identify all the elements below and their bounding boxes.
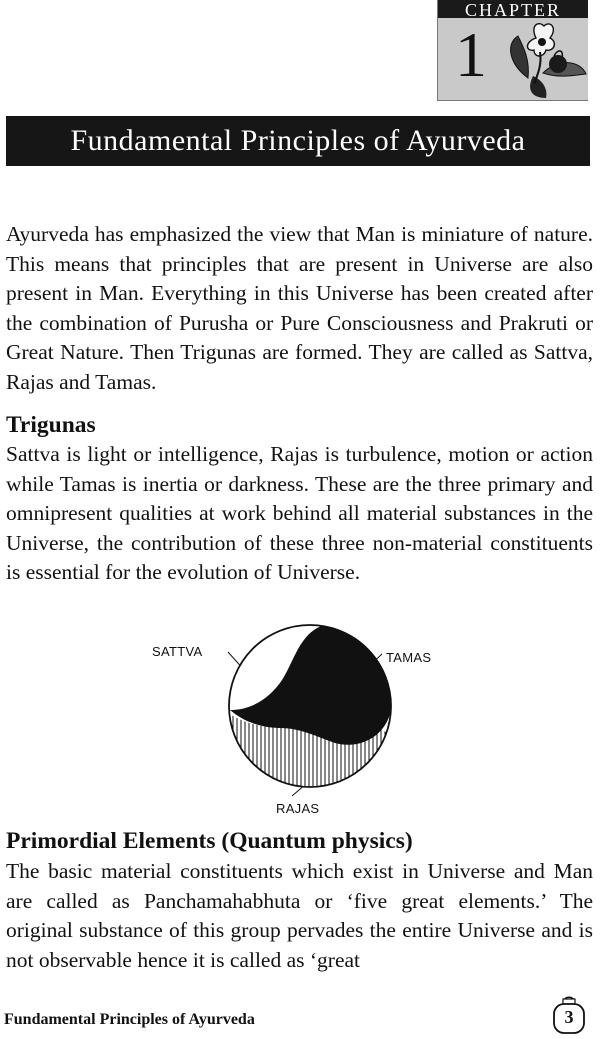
sattva-label: SATTVA <box>152 644 203 659</box>
chapter-title: Fundamental Principles of Ayurveda <box>6 116 590 166</box>
trigunas-paragraph: Sattva is light or intelligence, Rajas is turbulence, motion or action while Tamas is inertia or darkness. These are the three primary and omnipresent qualities at work behind all material substances in the Universe, the contribution of these three non-material constituents is essential for the evolution of Universe. <box>6 442 593 584</box>
chapter-number: 1 <box>455 19 487 90</box>
chapter-box <box>437 0 588 101</box>
trigunas-heading: Trigunas <box>6 412 96 438</box>
elements-heading: Primordial Elements (Quantum physics) <box>6 828 413 854</box>
intro-paragraph: Ayurveda has emphasized the view that Man is miniature of nature. This means that principles that are present in Universe are also present in Man. Everything in this Universe has been created after the combination of Purusha or Pure Consciousness and Prakruti or Great Nature. Then Trigunas are formed. They are called as Sattva, Rajas and Tamas. <box>6 222 593 394</box>
page-number: 3 <box>564 1007 574 1027</box>
trigunas-diagram <box>200 618 400 798</box>
tamas-label: TAMAS <box>386 650 432 665</box>
footer-title: Fundamental Principles of Ayurveda <box>4 1011 255 1028</box>
rajas-label: RAJAS <box>276 801 320 816</box>
chapter-label: CHAPTER <box>438 0 588 18</box>
floral-ornament-icon <box>488 18 588 100</box>
elements-paragraph: The basic material constituents which exist in Universe and Man are called as Panchamahabhuta or ‘five great elements.’ The original substance of this group pervades the entire Universe and is not observable hence it is called as ‘great <box>6 859 593 972</box>
